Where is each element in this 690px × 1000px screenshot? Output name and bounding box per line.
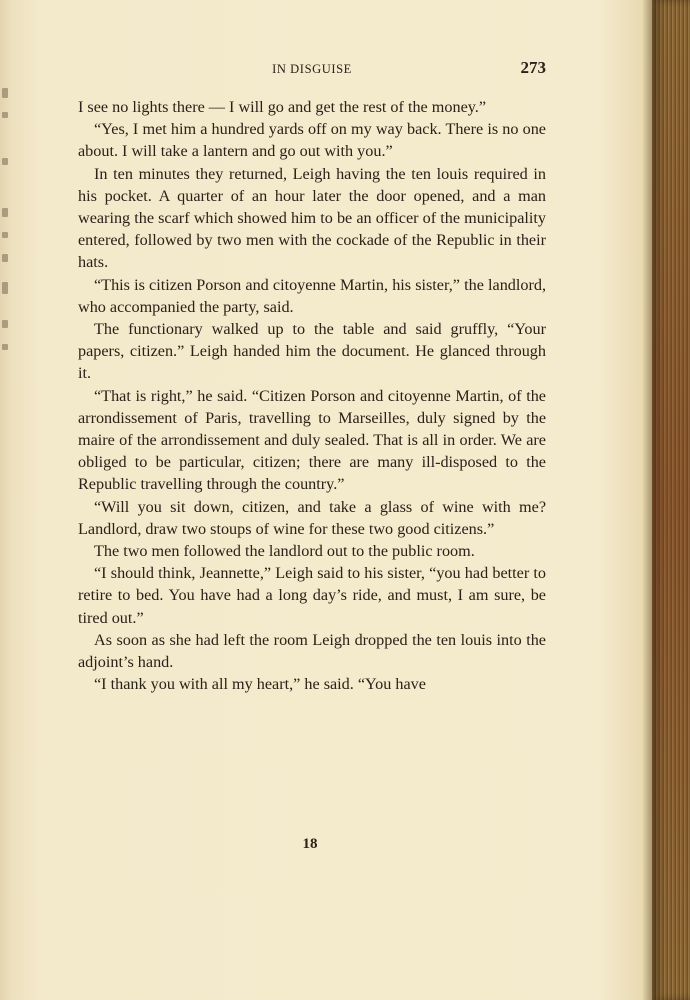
page-stack-tint bbox=[652, 0, 690, 1000]
body-text bbox=[78, 96, 546, 695]
paragraph: I see no lights there — I will go and get the rest of the money.” bbox=[78, 98, 487, 116]
paragraph: In ten minutes they returned, Leigh having the ten louis required in his pocket. A quarter of an hour later the door opened, and a man wearing the scarf which showed him to be an officer of the municipality entered, followed by two men with the cockade of the Republic in their hats. bbox=[78, 164, 546, 272]
paragraph: As soon as she had left the room Leigh dropped the ten louis into the adjoint’s hand. bbox=[78, 630, 546, 672]
paragraph: “That is right,” he said. “Citizen Porson and citoyenne Martin, of the arrondissement of Paris, travelling to Marseilles, duly signed by the maire of the arrondissement and duly sealed. That is all in order. We are obliged to be particular, citizen; there are many ill-disposed to the Republic travelling through the country.” bbox=[78, 386, 546, 494]
paragraph: “Will you sit down, citizen, and take a glass of wine with me? Landlord, draw two stoups of wine for these two good citizens.” bbox=[78, 497, 546, 538]
paragraph: “This is citizen Porson and citoyenne Martin, his sister,” the landlord, who accompanied the party, said. bbox=[78, 275, 546, 316]
running-head: IN DISGUISE bbox=[272, 62, 352, 76]
page-header bbox=[78, 58, 546, 86]
paragraph: The functionary walked up to the table and said gruffly, “Your papers, citizen.” Leigh handed him the document. He glanced through it. bbox=[78, 320, 546, 383]
signature-mark: 18 bbox=[302, 836, 318, 852]
paragraph: The two men followed the landlord out to the public room. bbox=[94, 542, 475, 561]
paragraph: “I thank you with all my heart,” he said. “You have bbox=[94, 675, 426, 694]
page-number: 273 bbox=[520, 58, 546, 77]
paragraph: “Yes, I met him a hundred yards off on my way back. There is no one about. I will take a lantern and go out with you.” bbox=[78, 120, 546, 161]
paragraph: “I should think, Jeannette,” Leigh said to his sister, “you had better to retire to bed. You have had a long day’s ride, and must, I am sure, be tired out.” bbox=[78, 564, 546, 627]
